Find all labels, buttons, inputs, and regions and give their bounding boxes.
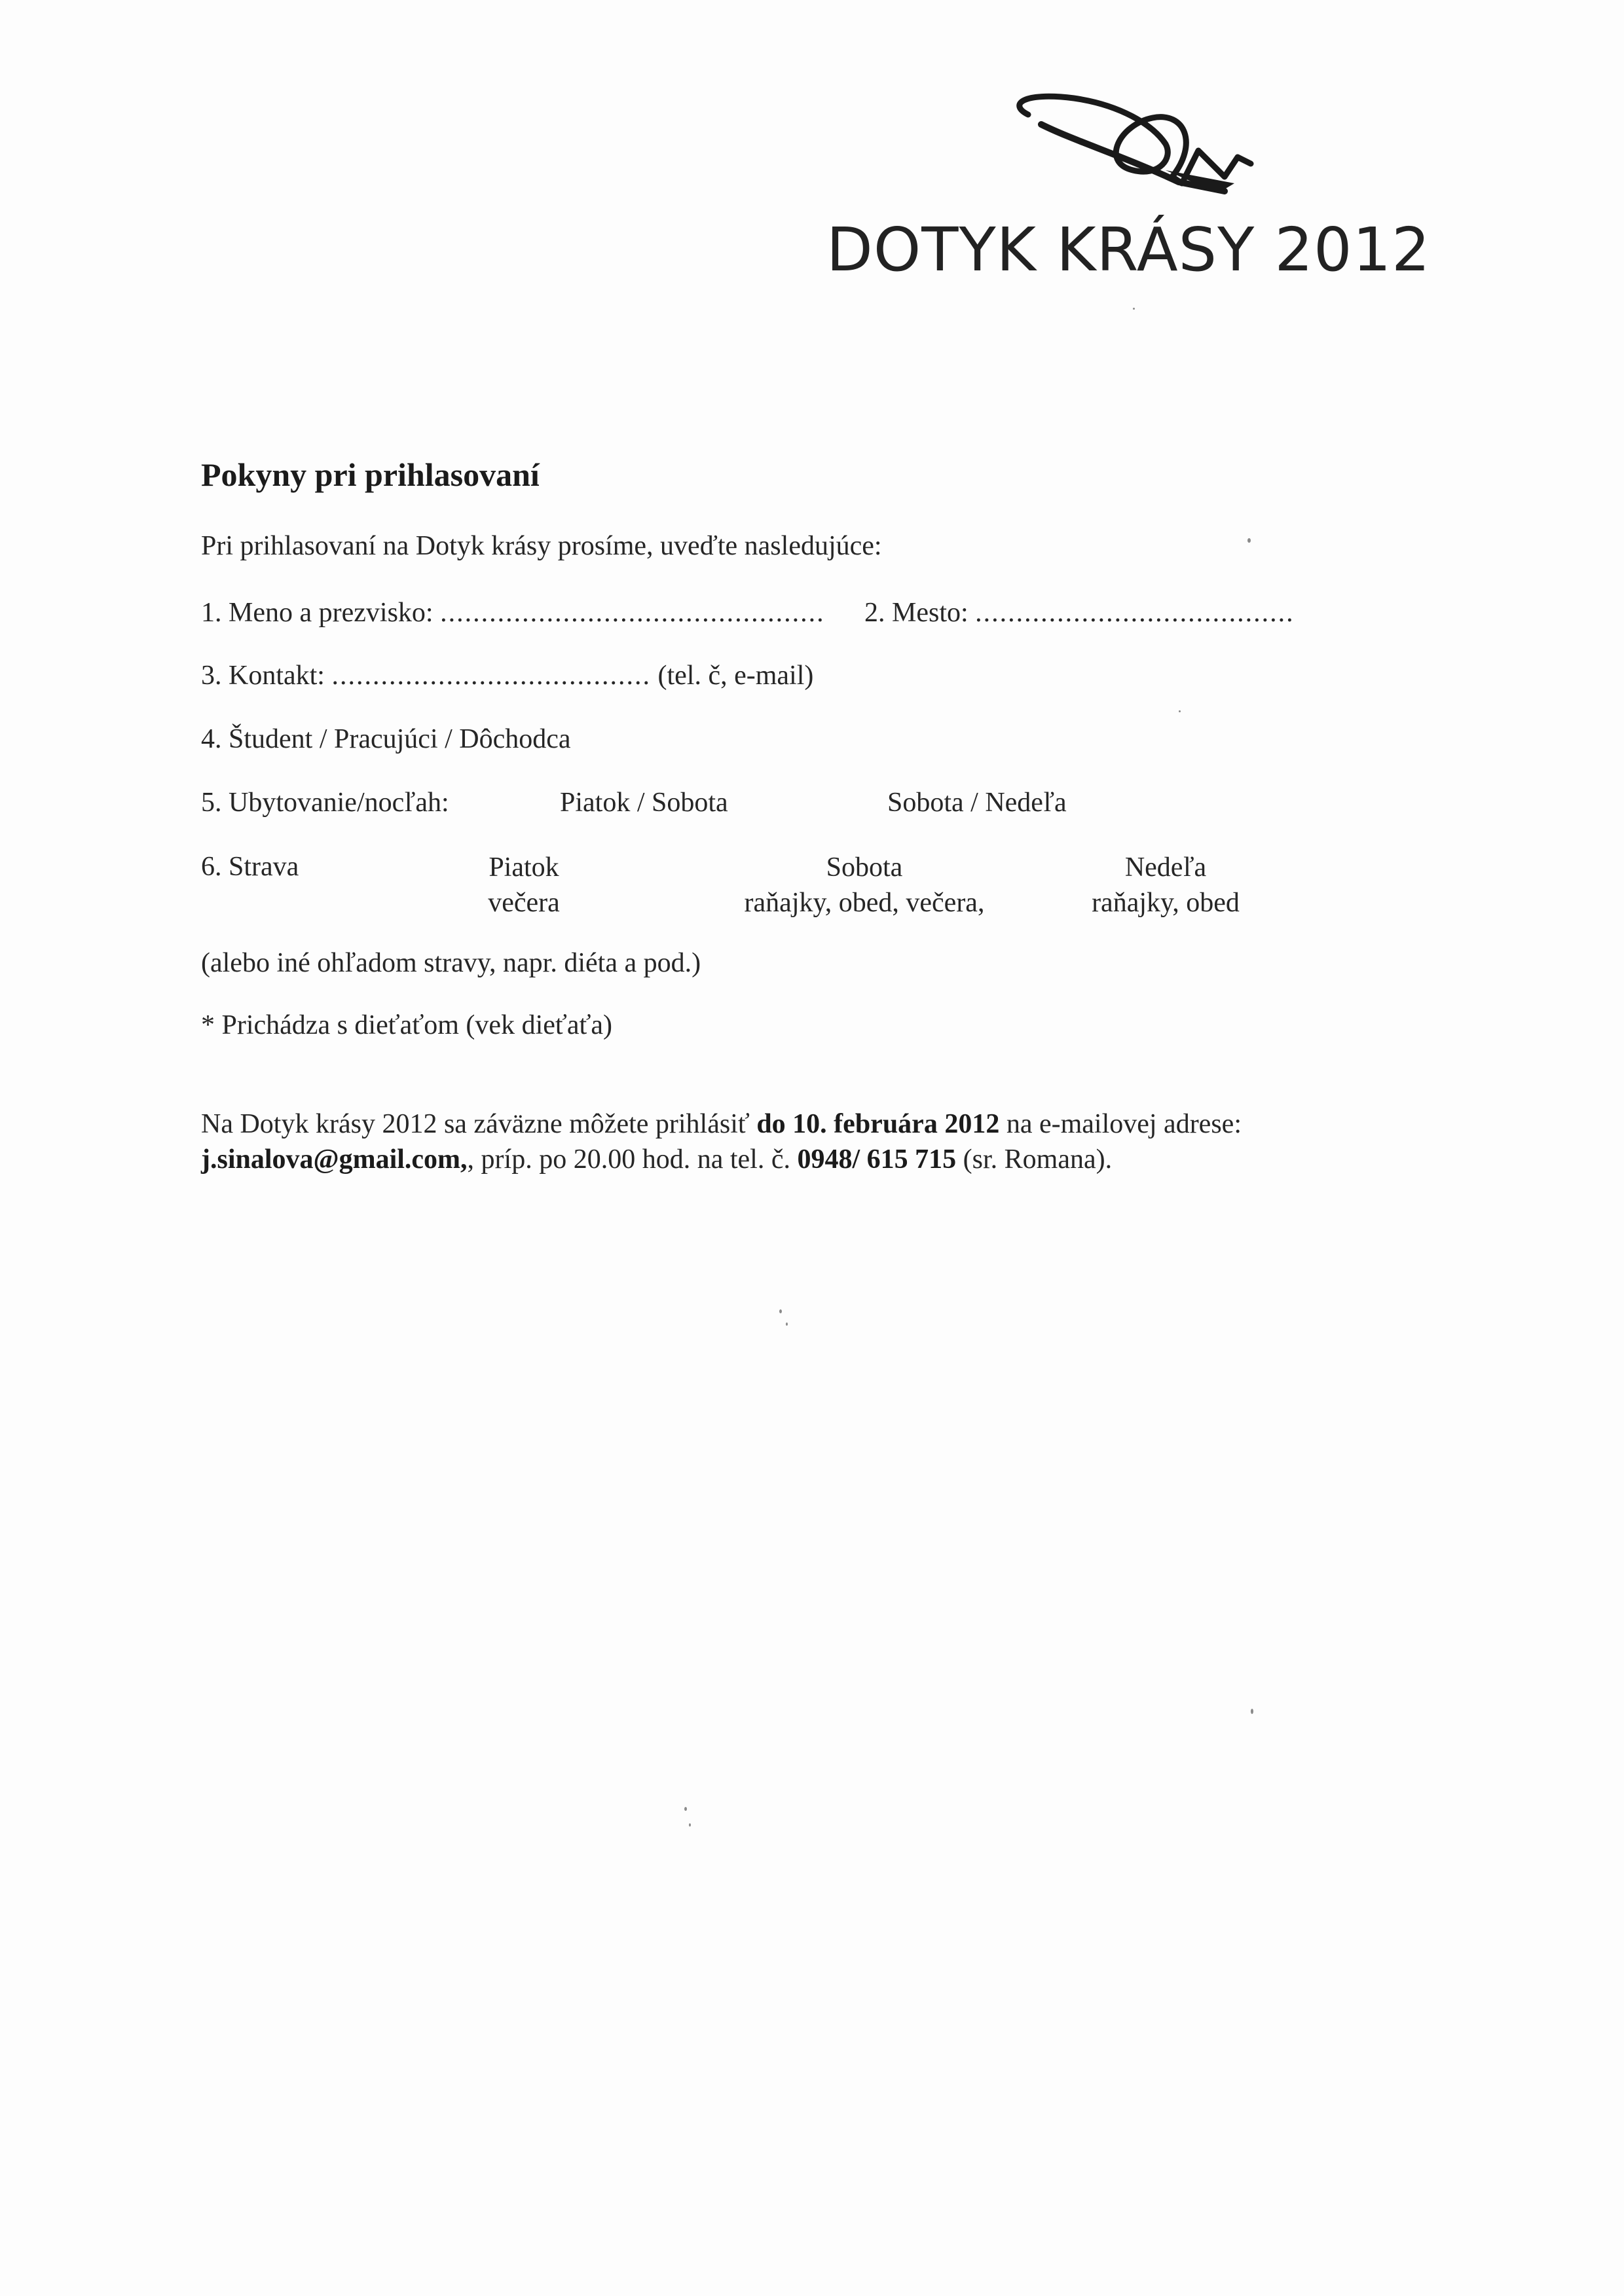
accommodation-option-sat-sun: Sobota / Nedeľa <box>887 788 1067 818</box>
city-field-row <box>864 597 1295 629</box>
scan-speck <box>1179 710 1181 712</box>
contact-phone: 0948/ 615 715 <box>797 1144 957 1175</box>
meals-label: 6. Strava <box>201 852 299 882</box>
contact-field-hint: (tel. č, e-mail) <box>657 661 814 691</box>
name-field-label: 1. Meno a prezvisko: <box>201 598 434 628</box>
footer-text: Na Dotyk krásy 2012 sa záväzne môžete prihlásiť <box>201 1109 757 1139</box>
accommodation-label: 5. Ubytovanie/nocľah: <box>201 788 449 818</box>
scan-speck <box>684 1807 687 1811</box>
meals-list: raňajky, obed <box>1092 888 1240 918</box>
status-options: 4. Študent / Pracujúci / Dôchodca <box>201 724 571 754</box>
meals-column-saturday <box>701 850 1028 920</box>
name-field-row <box>201 597 825 629</box>
scan-speck <box>786 1322 788 1326</box>
contact-email-link[interactable]: j.sinalova@gmail.com, <box>201 1144 468 1175</box>
city-field-label: 2. Mesto: <box>864 598 969 628</box>
intro-text: Pri prihlasovaní na Dotyk krásy prosíme, uveďte nasledujúce: <box>201 531 882 561</box>
footer-text: (sr. Romana). <box>956 1144 1113 1175</box>
section-heading: Pokyny pri prihlasovaní <box>201 456 540 493</box>
footer-text: na e-mailovej adrese: <box>999 1109 1242 1139</box>
scan-speck <box>689 1823 691 1827</box>
meals-column-friday <box>458 850 589 920</box>
meals-day: Nedeľa <box>1124 852 1207 883</box>
page-title: DOTYK KRÁSY 2012 <box>826 215 1431 285</box>
registration-instructions <box>201 1106 1445 1177</box>
scan-speck <box>779 1309 782 1313</box>
scan-speck <box>1133 308 1135 310</box>
child-note: * Prichádza s dieťaťom (vek dieťaťa) <box>201 1010 613 1040</box>
meals-column-sunday <box>1067 850 1264 920</box>
scan-speck <box>1251 1709 1253 1714</box>
name-field-blank: ............................................... <box>440 598 825 628</box>
footer-text: , príp. po 20.00 hod. na tel. č. <box>467 1144 798 1175</box>
meals-list: večera <box>488 888 560 918</box>
meals-list: raňajky, obed, večera, <box>744 888 985 918</box>
scan-speck <box>1247 538 1251 543</box>
meals-day: Piatok <box>489 852 559 883</box>
contact-field-blank: ....................................... <box>331 661 651 691</box>
city-field-blank: ....................................... <box>975 598 1295 628</box>
diet-note: (alebo iné ohľadom stravy, napr. diéta a pod.) <box>201 948 701 978</box>
contact-field-label: 3. Kontakt: <box>201 661 325 691</box>
registration-deadline: do 10. februára 2012 <box>756 1109 1000 1139</box>
signature-flourish-logo-icon <box>1002 79 1264 203</box>
accommodation-option-fri-sat: Piatok / Sobota <box>560 788 728 818</box>
contact-field-row <box>201 660 813 691</box>
meals-day: Sobota <box>826 852 903 883</box>
